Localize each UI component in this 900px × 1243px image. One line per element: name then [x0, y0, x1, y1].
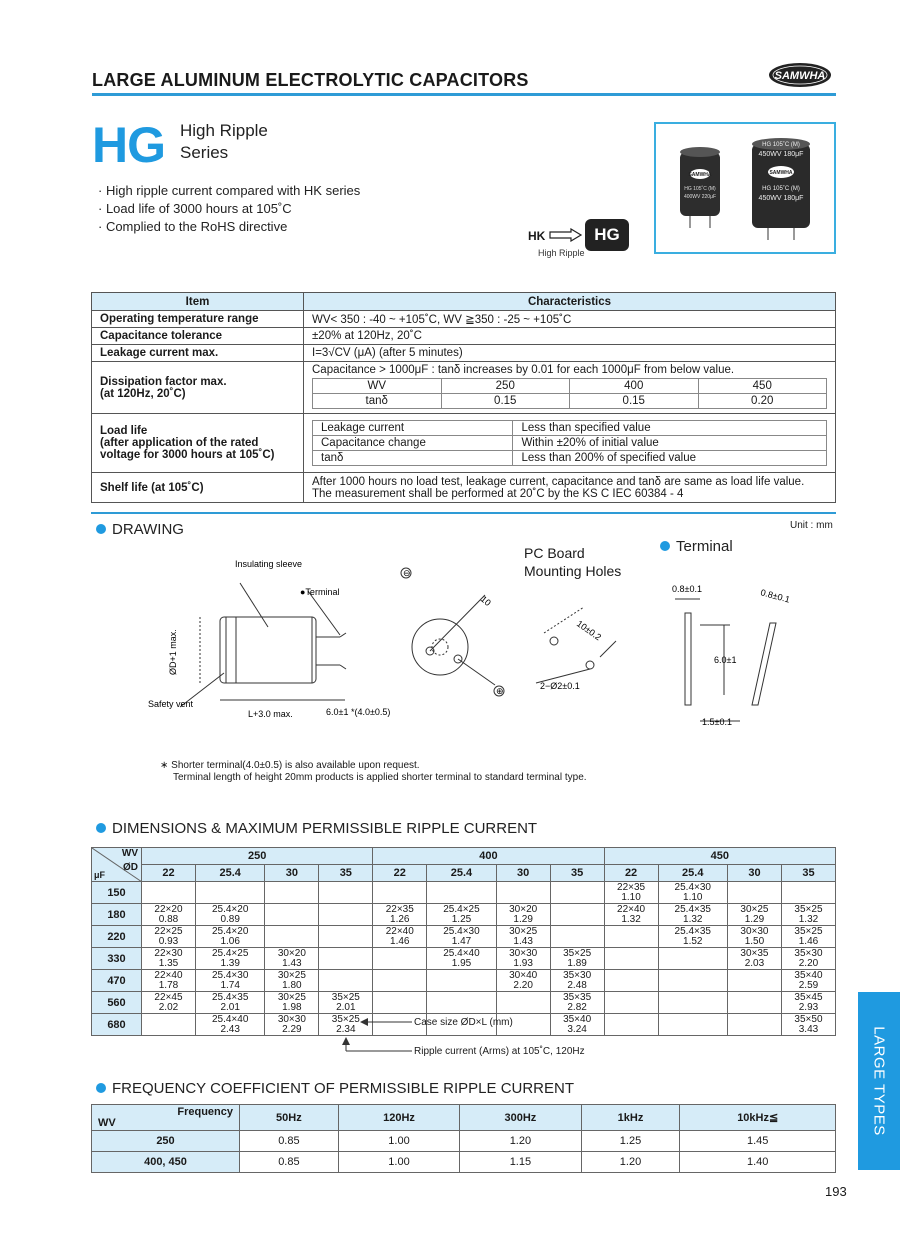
diameter-header: 35 — [550, 865, 604, 882]
dimension-cell: 35×45 2.93 — [781, 992, 835, 1014]
frequency-section-title: FREQUENCY COEFFICIENT OF PERMISSIBLE RIPPLE CURRENT — [96, 1080, 574, 1097]
svg-text:0.8±0.1: 0.8±0.1 — [759, 587, 792, 605]
ripple-note: Ripple current (Arms) at 105˚C, 120Hz — [414, 1046, 585, 1057]
dimension-cell: 30×25 1.80 — [265, 970, 319, 992]
dimension-cell — [265, 882, 319, 904]
svg-text:400WV 220μF: 400WV 220μF — [683, 194, 717, 200]
diameter-header: 25.4 — [427, 865, 496, 882]
dimension-cell: 25.4×40 2.43 — [195, 1014, 264, 1036]
dimension-cell: 25.4×35 2.01 — [195, 992, 264, 1014]
dimension-cell: 30×40 2.20 — [496, 970, 550, 992]
diameter-header: 30 — [496, 865, 550, 882]
dimension-cell: 35×25 1.32 — [781, 904, 835, 926]
wv-group-header: 450 — [604, 848, 835, 865]
feature-list — [98, 182, 360, 236]
svg-text:HG 105˚C (M): HG 105˚C (M) — [762, 142, 800, 148]
svg-text:ØD+1 max.: ØD+1 max. — [168, 629, 178, 675]
dimension-cell: 35×25 2.34 — [319, 1014, 373, 1036]
dimension-cell: 25.4×35 1.32 — [658, 904, 727, 926]
freq-header: 10kHz≦ — [680, 1105, 836, 1131]
value-cell: I=3√CV (μA) (after 5 minutes) — [304, 345, 836, 362]
svg-text:HG 105˚C (M): HG 105˚C (M) — [684, 186, 716, 192]
hg-badge: HG — [585, 219, 629, 251]
dimension-cell — [373, 882, 427, 904]
case-size-note: Case size ØD×L (mm) — [414, 1017, 513, 1028]
table-row — [92, 948, 836, 970]
feature-item: · Complied to the RoHS directive — [98, 219, 288, 234]
capacitance-cell: 220 — [92, 926, 142, 948]
item-cell: Operating temperature range — [92, 311, 304, 328]
dimension-cell — [781, 882, 835, 904]
bullet-icon — [96, 524, 106, 534]
svg-text:SAMWHA: SAMWHA — [688, 172, 712, 178]
value-cell: After 1000 hours no load test, leakage current, capacitance and tanδ are same as load life value. The measurement shall be performed at 20˚C by the KS C IEC 60384 - 4 — [304, 473, 836, 503]
dimension-cell — [373, 970, 427, 992]
dimension-cell: 35×30 2.48 — [550, 970, 604, 992]
dimension-cell — [427, 992, 496, 1014]
load-inner-table: Leakage current Less than specified value Capacitance change Within ±20% of initial value tanδ Less than 200% of specified value — [312, 420, 827, 466]
dimension-cell — [550, 882, 604, 904]
freq-header: 50Hz — [240, 1105, 339, 1131]
feature-item: · Load life of 3000 hours at 105˚C — [98, 201, 292, 216]
dimension-cell — [550, 926, 604, 948]
svg-text:⊕: ⊕ — [496, 686, 504, 696]
dimension-cell — [319, 926, 373, 948]
dimension-cell: 22×40 1.46 — [373, 926, 427, 948]
pcb-title: PC Board Mounting Holes — [524, 545, 622, 579]
dimension-cell: 35×25 1.46 — [781, 926, 835, 948]
svg-text:2−Ø2±0.1: 2−Ø2±0.1 — [540, 681, 580, 691]
diameter-header: 35 — [781, 865, 835, 882]
dimension-cell: 25.4×30 1.47 — [427, 926, 496, 948]
capacitance-cell: 680 — [92, 1014, 142, 1036]
dimension-cell — [496, 882, 550, 904]
dimension-cell: 22×25 0.93 — [142, 926, 196, 948]
dimension-cell — [658, 1014, 727, 1036]
dimension-cell: 35×25 1.89 — [550, 948, 604, 970]
capacitance-cell: 470 — [92, 970, 142, 992]
dimension-cell: 22×45 2.02 — [142, 992, 196, 1014]
svg-text:450WV 180μF: 450WV 180μF — [758, 151, 804, 158]
drawing-section-title: DRAWING — [96, 521, 184, 538]
value-cell: ±20% at 120Hz, 20˚C — [304, 328, 836, 345]
dimension-cell: 35×25 2.01 — [319, 992, 373, 1014]
capacitance-cell: 180 — [92, 904, 142, 926]
svg-text:1.5±0.1: 1.5±0.1 — [702, 717, 732, 727]
dimension-cell — [265, 904, 319, 926]
svg-text:Safety vent: Safety vent — [148, 699, 194, 709]
svg-text:●Terminal: ●Terminal — [300, 587, 340, 597]
dimension-cell — [427, 882, 496, 904]
value-cell: WV< 350 : -40 ~ +105˚C, WV ≧350 : -25 ~ +105˚C — [304, 311, 836, 328]
freq-header: 300Hz — [460, 1105, 581, 1131]
item-cell: Dissipation factor max. (at 120Hz, 20˚C) — [92, 362, 304, 414]
dimension-cell — [604, 992, 658, 1014]
dimension-cell: 25.4×30 1.74 — [195, 970, 264, 992]
dimension-cell: 25.4×20 0.89 — [195, 904, 264, 926]
dimension-cell — [142, 882, 196, 904]
unit-label: Unit : mm — [790, 520, 833, 531]
dimension-cell: 22×35 1.26 — [373, 904, 427, 926]
freq-header: 120Hz — [338, 1105, 459, 1131]
dimensions-table — [91, 847, 836, 1036]
annotation-arrows — [330, 1015, 420, 1065]
dimension-cell: 35×30 2.20 — [781, 948, 835, 970]
diameter-header: 25.4 — [658, 865, 727, 882]
dimension-cell: 25.4×25 1.39 — [195, 948, 264, 970]
dimension-cell: 30×25 1.98 — [265, 992, 319, 1014]
header-rule — [92, 93, 836, 96]
capacitance-cell: 330 — [92, 948, 142, 970]
dimension-cell: 30×25 1.43 — [496, 926, 550, 948]
dimension-cell — [550, 904, 604, 926]
arrow-right-icon — [549, 228, 583, 242]
bullet-icon — [660, 541, 670, 551]
svg-text:6.0±1: 6.0±1 — [714, 655, 737, 665]
dimension-cell: 30×25 1.29 — [727, 904, 781, 926]
diameter-header: 22 — [142, 865, 196, 882]
table-header: Item — [92, 293, 304, 311]
dimension-cell — [496, 992, 550, 1014]
df-inner-table: WV 250 400 450 tanδ 0.15 0.15 0.20 — [312, 378, 827, 409]
section-divider — [91, 512, 836, 514]
side-view — [180, 583, 346, 707]
dimension-cell — [604, 970, 658, 992]
page-title: LARGE ALUMINUM ELECTROLYTIC CAPACITORS — [92, 70, 529, 90]
dimension-cell: 35×35 2.82 — [550, 992, 604, 1014]
dimension-cell — [727, 882, 781, 904]
table-row: 250 0.85 1.00 1.20 1.25 1.45 — [92, 1131, 836, 1152]
value-cell — [304, 414, 836, 473]
table-row — [92, 882, 836, 904]
diameter-header: 30 — [727, 865, 781, 882]
dimension-cell: 22×40 1.78 — [142, 970, 196, 992]
samwha-logo — [768, 62, 832, 88]
table-row — [92, 970, 836, 992]
hk-label: HK — [528, 229, 546, 243]
series-name: High Ripple Series — [180, 121, 268, 162]
svg-text:HG 105˚C (M): HG 105˚C (M) — [762, 186, 800, 192]
svg-text:10±0.2: 10±0.2 — [574, 618, 604, 643]
dimension-cell — [604, 1014, 658, 1036]
dimension-cell — [727, 970, 781, 992]
characteristics-table — [91, 292, 836, 503]
svg-text:6.0±1 *(4.0±0.5): 6.0±1 *(4.0±0.5) — [326, 707, 391, 717]
dimension-cell: 35×40 3.24 — [550, 1014, 604, 1036]
table-row: 400, 450 0.85 1.00 1.15 1.20 1.40 — [92, 1152, 836, 1173]
svg-text:450WV 180μF: 450WV 180μF — [758, 195, 804, 202]
table-row — [92, 992, 836, 1014]
dimension-cell — [319, 970, 373, 992]
table-row — [92, 926, 836, 948]
svg-text:Insulating sleeve: Insulating sleeve — [235, 559, 303, 569]
svg-text:L+3.0 max.: L+3.0 max. — [248, 709, 293, 719]
dimension-cell — [658, 948, 727, 970]
dimension-cell — [319, 904, 373, 926]
dimension-cell: 25.4×35 1.52 — [658, 926, 727, 948]
feature-item: · High ripple current compared with HK series — [98, 183, 361, 198]
svg-text:SAMWHA: SAMWHA — [769, 170, 793, 176]
dimension-cell: 30×20 1.43 — [265, 948, 319, 970]
table-header: Characteristics — [304, 293, 836, 311]
dimension-cell: 22×20 0.88 — [142, 904, 196, 926]
dimension-cell — [319, 882, 373, 904]
dimension-cell — [604, 948, 658, 970]
dimension-cell — [727, 992, 781, 1014]
page-number: 193 — [825, 1184, 847, 1199]
svg-text:0.8±0.1: 0.8±0.1 — [672, 584, 702, 594]
dimension-cell — [319, 948, 373, 970]
svg-text:10: 10 — [478, 593, 493, 608]
dimension-cell — [427, 970, 496, 992]
dimension-cell: 25.4×20 1.06 — [195, 926, 264, 948]
item-cell: Capacitance tolerance — [92, 328, 304, 345]
dimension-cell: 25.4×40 1.95 — [427, 948, 496, 970]
dimension-cell — [195, 882, 264, 904]
item-cell: Leakage current max. — [92, 345, 304, 362]
dimension-cell: 35×40 2.59 — [781, 970, 835, 992]
terminal-title: Terminal — [660, 538, 733, 555]
dimension-cell — [373, 992, 427, 1014]
capacitance-cell: 560 — [92, 992, 142, 1014]
dimension-cell — [142, 1014, 196, 1036]
frequency-table — [91, 1104, 836, 1173]
freq-header: 1kHz — [581, 1105, 680, 1131]
dimension-cell — [727, 1014, 781, 1036]
item-cell: Shelf life (at 105˚C) — [92, 473, 304, 503]
value-cell: Capacitance > 1000μF : tanδ increases by 0.01 for each 1000μF from below value. WV 250 400 450 tanδ 0.15 0.15 0.20 — [304, 362, 836, 414]
dimension-cell: 22×35 1.10 — [604, 882, 658, 904]
table-row — [92, 904, 836, 926]
svg-text:SAMWHA: SAMWHA — [774, 70, 826, 82]
bullet-icon — [96, 823, 106, 833]
hk-sub-label: High Ripple — [538, 248, 585, 258]
dimension-cell: 30×20 1.29 — [496, 904, 550, 926]
dimension-cell: 22×30 1.35 — [142, 948, 196, 970]
pcb-holes — [536, 607, 616, 683]
diameter-header: 25.4 — [195, 865, 264, 882]
dimension-cell — [658, 992, 727, 1014]
dimension-cell: 30×30 2.29 — [265, 1014, 319, 1036]
dimension-cell — [604, 926, 658, 948]
corner-header: WV ØD μF — [92, 848, 142, 882]
drawing-diagram — [140, 555, 840, 735]
svg-text:⊖: ⊖ — [403, 568, 411, 578]
capacitance-cell: 150 — [92, 882, 142, 904]
dimensions-section-title: DIMENSIONS & MAXIMUM PERMISSIBLE RIPPLE CURRENT — [96, 820, 537, 837]
diameter-header: 22 — [604, 865, 658, 882]
wv-group-header: 250 — [142, 848, 373, 865]
dimension-cell — [265, 926, 319, 948]
corner-header: Frequency WV — [92, 1105, 240, 1131]
dimension-cell — [373, 948, 427, 970]
side-tab[interactable]: LARGE TYPES — [858, 992, 900, 1170]
dimension-cell: 30×30 1.93 — [496, 948, 550, 970]
product-photo — [654, 122, 836, 254]
diameter-header: 35 — [319, 865, 373, 882]
dimension-cell — [658, 970, 727, 992]
dimension-cell: 22×40 1.32 — [604, 904, 658, 926]
diameter-header: 30 — [265, 865, 319, 882]
diameter-header: 22 — [373, 865, 427, 882]
capacitor-illustration — [656, 124, 834, 252]
wv-group-header: 400 — [373, 848, 604, 865]
item-cell: Load life (after application of the rated voltage for 3000 hours at 105˚C) — [92, 414, 304, 473]
series-code: HG — [92, 117, 165, 173]
dimension-cell: 25.4×30 1.10 — [658, 882, 727, 904]
bullet-icon — [96, 1083, 106, 1093]
dimension-cell: 30×35 2.03 — [727, 948, 781, 970]
top-view — [401, 568, 504, 696]
dimension-cell: 25.4×25 1.25 — [427, 904, 496, 926]
dimension-cell: 35×50 3.43 — [781, 1014, 835, 1036]
drawing-note: ∗ Shorter terminal(4.0±0.5) is also available upon request. Terminal length of height 20mm products is applied shorter terminal to standard terminal type. — [160, 760, 587, 783]
dimension-cell: 30×30 1.50 — [727, 926, 781, 948]
